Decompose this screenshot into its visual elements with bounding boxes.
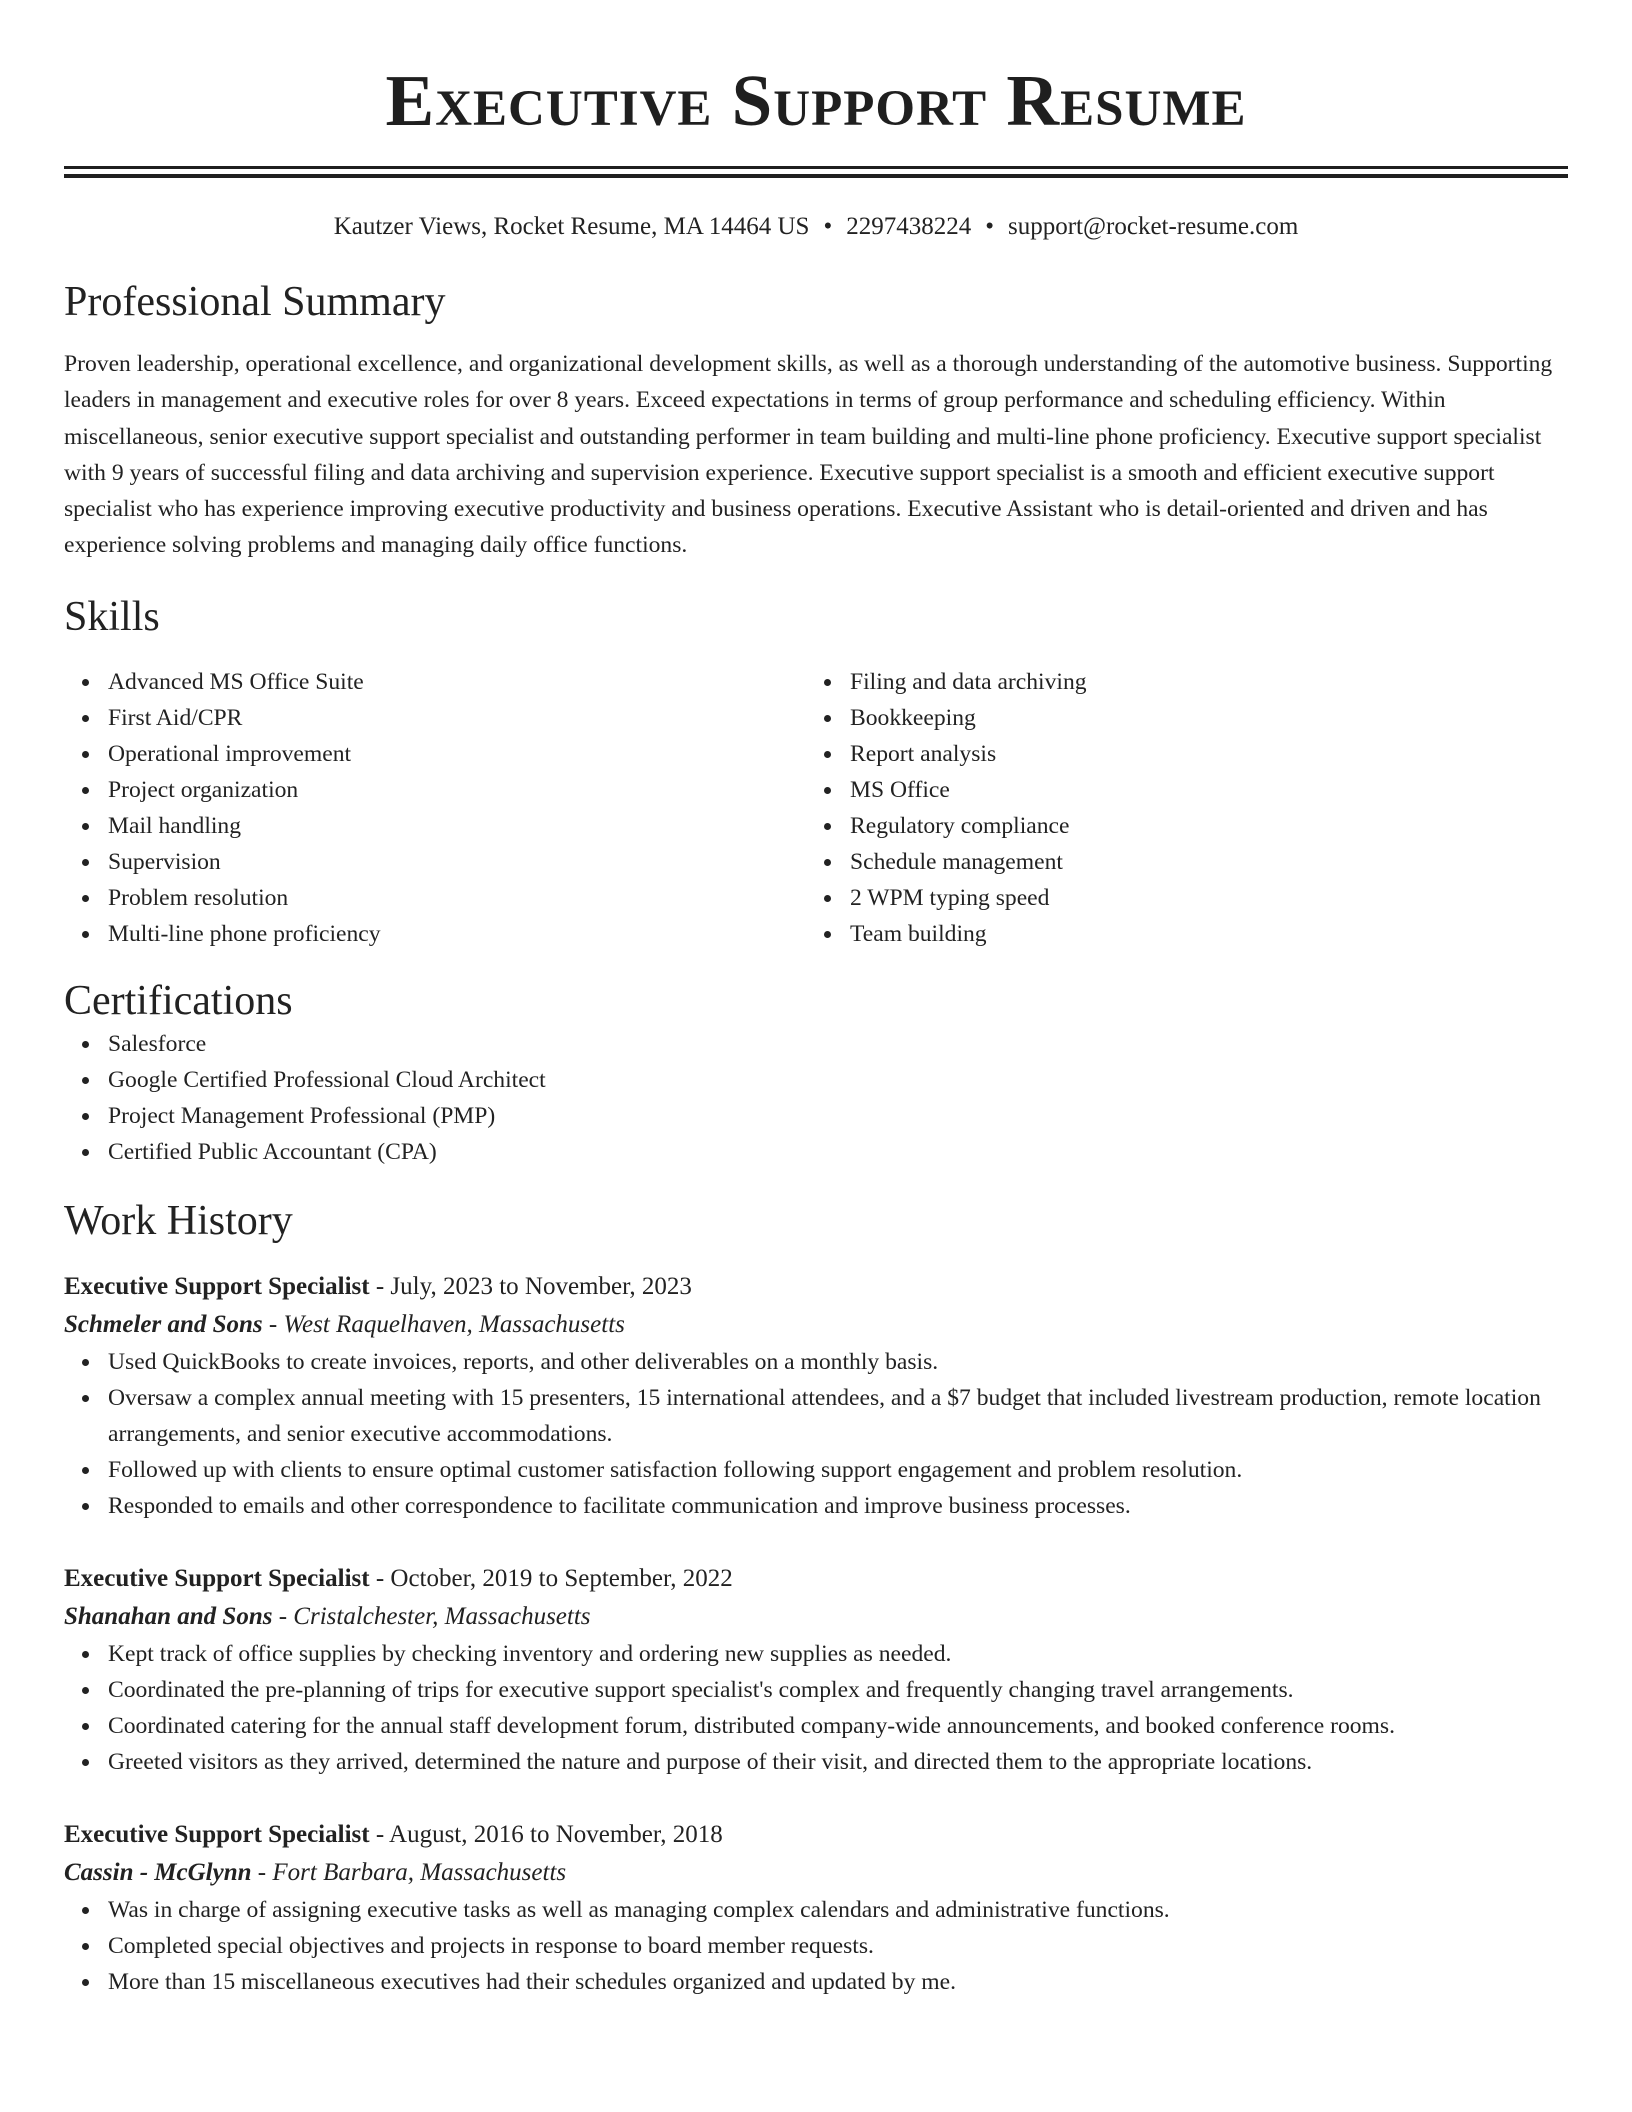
job-location: - Cristalchester, Massachusetts (272, 1602, 591, 1630)
job-company: Cassin - McGlynn (64, 1858, 252, 1886)
job-dates: - August, 2016 to November, 2018 (369, 1820, 723, 1848)
skill-item: Filing and data archiving (850, 664, 1548, 700)
job-bullet-list (64, 1344, 1568, 1524)
skill-item: Mail handling (108, 808, 806, 844)
job-bullet: Followed up with clients to ensure optimal customer satisfaction following support engagement and problem resolution. (108, 1452, 1568, 1488)
skill-item: Advanced MS Office Suite (108, 664, 806, 700)
skill-item: 2 WPM typing speed (850, 880, 1548, 916)
certifications-list (64, 1026, 1568, 1170)
job-bullet: Was in charge of assigning executive tasks as well as managing complex calendars and administrative functions. (108, 1892, 1568, 1928)
skills-list-right (806, 664, 1548, 952)
job-entry (64, 1816, 1568, 2000)
job-bullet: Coordinated the pre-planning of trips for executive support specialist's complex and frequently changing travel arrangements. (108, 1672, 1568, 1708)
job-bullet: Responded to emails and other correspondence to facilitate communication and improve business processes. (108, 1488, 1568, 1524)
skill-item: First Aid/CPR (108, 700, 806, 736)
contact-separator: • (985, 213, 994, 240)
job-entry (64, 1560, 1568, 1780)
job-bullet-list (64, 1892, 1568, 2000)
job-bullet: Used QuickBooks to create invoices, reports, and other deliverables on a monthly basis. (108, 1344, 1568, 1380)
job-bullet: Kept track of office supplies by checking inventory and ordering new supplies as needed. (108, 1636, 1568, 1672)
contact-separator: • (823, 213, 833, 240)
job-bullet: Coordinated catering for the annual staff development forum, distributed company-wide announcements, and booked conference rooms. (108, 1708, 1568, 1744)
job-bullet: Greeted visitors as they arrived, determined the nature and purpose of their visit, and directed them to the appropriate locations. (108, 1744, 1568, 1780)
skills-list-left (64, 664, 806, 952)
job-bullet-list (64, 1636, 1568, 1780)
contact-phone: 2297438224 (846, 213, 972, 240)
job-company: Shanahan and Sons (64, 1602, 273, 1630)
job-title: Executive Support Specialist (64, 1820, 370, 1848)
job-entry (64, 1268, 1568, 1524)
job-location: - West Raquelhaven, Massachusetts (262, 1310, 625, 1338)
job-dates: - October, 2019 to September, 2022 (369, 1564, 733, 1592)
certification-item: Google Certified Professional Cloud Architect (108, 1062, 1568, 1098)
certification-item: Salesforce (108, 1026, 1568, 1062)
job-company-line (64, 1306, 1568, 1344)
job-location: - Fort Barbara, Massachusetts (251, 1858, 567, 1886)
job-dates: - July, 2023 to November, 2023 (369, 1272, 692, 1300)
skills-grid (64, 664, 1568, 952)
contact-line (64, 210, 1568, 244)
title-double-rule (64, 166, 1568, 178)
skill-item: Report analysis (850, 736, 1548, 772)
skill-item: MS Office (850, 772, 1548, 808)
skills-heading: Skills (64, 593, 160, 640)
job-bullet: Oversaw a complex annual meeting with 15 presenters, 15 international attendees, and a $7 budget that included livestream production, remote location arrangements, and senior executive accommodations. (108, 1380, 1568, 1452)
skill-item: Schedule management (850, 844, 1548, 880)
job-company-line (64, 1598, 1568, 1636)
summary-heading: Professional Summary (64, 279, 446, 325)
job-title: Executive Support Specialist (64, 1564, 370, 1592)
skills-column-right (806, 664, 1548, 952)
skill-item: Problem resolution (108, 880, 806, 916)
job-title-line (64, 1268, 1568, 1306)
skill-item: Operational improvement (108, 736, 806, 772)
job-title-line (64, 1560, 1568, 1598)
summary-text: Proven leadership, operational excellence, and organizational development skills, as well as a thorough understanding of the automotive business. Supporting leaders in management and executive roles for over 8 years. Exceed expectations in terms of group performance and scheduling efficiency. Within miscellaneous, senior executive support specialist and outstanding performer in team building and multi-line phone proficiency. Executive support specialist with 9 years of successful filing and data archiving and supervision experience. Executive support specialist is a smooth and efficient executive support specialist who has experience improving executive productivity and business operations. Executive Assistant who is detail-oriented and driven and has experience solving problems and managing daily office functions. (64, 351, 1553, 559)
skill-item: Multi-line phone proficiency (108, 916, 806, 952)
certification-item: Certified Public Accountant (CPA) (108, 1134, 1568, 1170)
skill-item: Supervision (108, 844, 806, 880)
skill-item: Bookkeeping (850, 700, 1548, 736)
job-title-line (64, 1816, 1568, 1854)
job-bullet: Completed special objectives and projects in response to board member requests. (108, 1928, 1568, 1964)
job-company: Schmeler and Sons (64, 1310, 263, 1338)
contact-address: Kautzer Views, Rocket Resume, MA 14464 US (333, 213, 810, 240)
skill-item: Regulatory compliance (850, 808, 1548, 844)
skill-item: Project organization (108, 772, 806, 808)
skill-item: Team building (850, 916, 1548, 952)
contact-email: support@rocket-resume.com (1008, 213, 1299, 240)
job-bullet: More than 15 miscellaneous executives had their schedules organized and updated by me. (108, 1964, 1568, 2000)
certifications-heading: Certifications (64, 977, 293, 1024)
work-history-heading: Work History (64, 1197, 293, 1244)
skills-column-left (64, 664, 806, 952)
job-title: Executive Support Specialist (64, 1272, 370, 1300)
certification-item: Project Management Professional (PMP) (108, 1098, 1568, 1134)
job-company-line (64, 1854, 1568, 1892)
resume-title: Executive Support Resume (385, 60, 1247, 141)
